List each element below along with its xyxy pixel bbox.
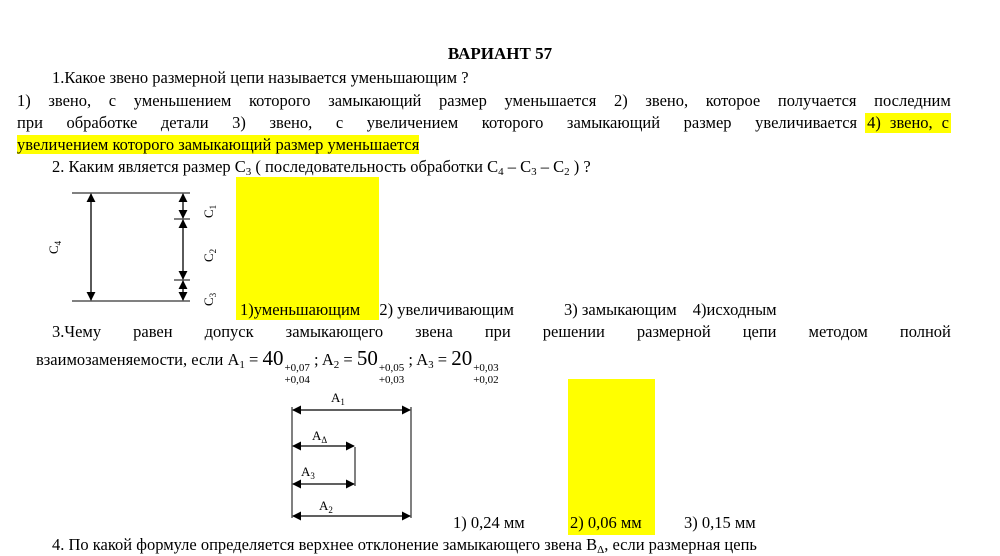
q3-line1-word: методом (808, 322, 868, 341)
q1-line2-word: при (17, 113, 43, 132)
q3-line1-word: равен (133, 322, 173, 341)
q3-line1-word: при (484, 322, 511, 341)
q1-line1-word: которого (249, 91, 311, 110)
a1-label: $A_1$ (331, 390, 345, 407)
q3-question-line-2: взаимозаменяемости, если $A_1 = 40$ +0,07 +0,04 ; $A_2 = 50$ +0,05 +0,03 ; $A_3 = 20$ +0,03 +0,02 (36, 346, 499, 386)
q1-line1-word: размер (439, 91, 487, 110)
variant-title: ВАРИАНТ 57 (447, 44, 553, 63)
q2-answer-2: 2) увеличивающим (379, 300, 514, 319)
c3-label: $C_3$ (201, 292, 218, 306)
q1-line2-word: детали (160, 113, 209, 132)
c2-label: $C_2$ (201, 248, 218, 262)
q1-line1-word: 2) (614, 91, 628, 110)
q1-line2-highlight-word: с (941, 113, 949, 132)
q1-line2-word: увеличивается (755, 113, 858, 132)
q2-question: 2. Каким является размер $C_3$ ( последовательность обработки $C_4 - C_3 - C_2$ ) ? (52, 157, 591, 178)
q1-line1-word: уменьшением (133, 91, 232, 110)
q3-answer-1: 1) 0,24 мм (453, 513, 525, 532)
q3-line1-word: решении (542, 322, 605, 341)
q1-line2-word: замыкающий (566, 113, 661, 132)
q1-line2-highlight-word: звено, (889, 113, 933, 132)
q3-line1-word: звена (415, 322, 453, 341)
q1-line1-word: уменьшается (504, 91, 597, 110)
q1-line1-word: звено, (48, 91, 92, 110)
q1-line1-word: получается (777, 91, 857, 110)
q1-line2-word: с (335, 113, 344, 132)
q1-line1-word: 1) (17, 91, 31, 110)
q4-question: 4. По какой формуле определяется верхнее отклонение замыкающего звена $B_\Delta$, если размерная цепь (52, 535, 757, 556)
q1-line2-word: обработке (66, 113, 138, 132)
q3-answer-3: 3) 0,15 мм (684, 513, 756, 532)
q1-line1-word: звено, (645, 91, 689, 110)
q2-answer-1: 1)уменьшающим (240, 300, 361, 319)
a-delta-label: $A_\Delta$ (312, 428, 328, 445)
q1-line2-word: которого (481, 113, 544, 132)
q1-line1-word: последним (874, 91, 951, 110)
q1-question: 1.Какое звено размерной цепи называется уменьшающим ? (52, 68, 469, 87)
q1-line2-word: размер (683, 113, 732, 132)
c4-label: $C_4$ (46, 240, 63, 254)
q3-line1-word: замыкающего (285, 322, 384, 341)
q2-answer-4: 4)исходным (692, 300, 777, 319)
q3-line1-word: цепи (742, 322, 777, 341)
q3-line1-word: допуск (204, 322, 254, 341)
q3-line1-word: размерной (636, 322, 711, 341)
q1-line2-word: 3) (232, 113, 246, 132)
q1-line1-word: которое (705, 91, 761, 110)
q1-line1-word: замыкающий (328, 91, 422, 110)
q3-line1-word: полной (899, 322, 951, 341)
q3-answer-2: 2) 0,06 мм (570, 513, 642, 532)
q1-line2-word: увеличением (366, 113, 459, 132)
a2-label: $A_2$ (319, 498, 333, 515)
q1-line2-word: звено, (269, 113, 313, 132)
q1-line1-word: с (108, 91, 117, 110)
c1-label: $C_1$ (201, 204, 218, 218)
q1-correct-answer-end: увеличением которого замыкающий размер уменьшается (17, 135, 420, 154)
q1-line2-highlight-word: 4) (867, 113, 881, 132)
q2-answer-3: 3) замыкающим (564, 300, 677, 319)
q3-line1-word: 3.Чему (52, 322, 102, 341)
a3-label: $A_3$ (301, 464, 315, 481)
